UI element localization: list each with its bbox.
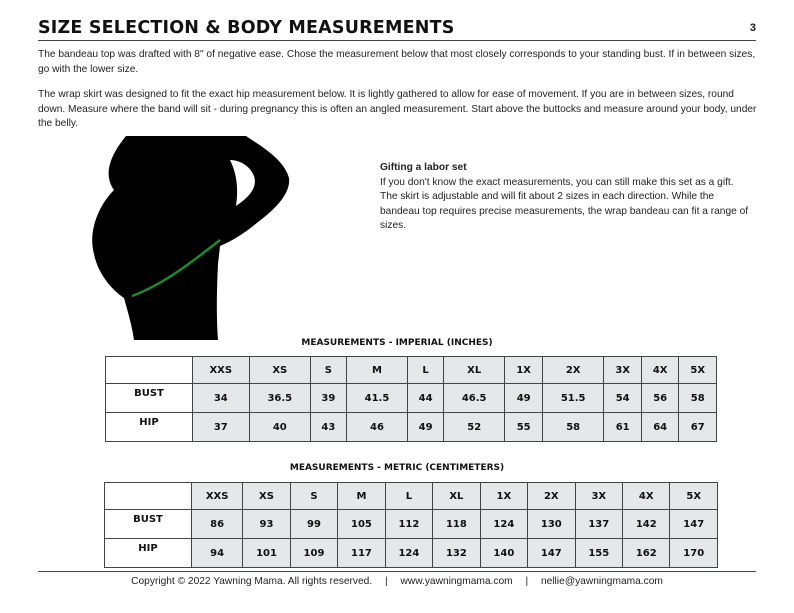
table-cell: 46.5 xyxy=(443,384,504,413)
table-row xyxy=(106,384,717,413)
table-cell: 155 xyxy=(575,539,622,568)
table-cell: 101 xyxy=(243,539,290,568)
skirt-instructions: The wrap skirt was designed to fit the exact hip measurement below. It is lightly gathered to allow for ease of movement. If you are in between sizes, round down. Measure where the band will sit - during pregnancy this is often an angled measurement. Start above the buttocks and measure around your body, under the belly. xyxy=(38,89,757,129)
table-header-row xyxy=(106,357,717,384)
table-cell: 112 xyxy=(385,510,432,539)
header-divider xyxy=(38,40,756,41)
table-cell: 142 xyxy=(623,510,670,539)
row-label-bust: BUST xyxy=(105,510,192,539)
size-header: 4X xyxy=(641,357,679,384)
footer-divider xyxy=(38,571,756,572)
table-cell: 109 xyxy=(290,539,337,568)
size-header: XXS xyxy=(192,483,243,510)
table-cell: 41.5 xyxy=(346,384,407,413)
size-header: M xyxy=(346,357,407,384)
table-cell: 147 xyxy=(528,539,575,568)
table-cell: 94 xyxy=(192,539,243,568)
table-cell: 46 xyxy=(346,413,407,442)
size-header: 5X xyxy=(670,483,718,510)
size-header: XS xyxy=(243,483,290,510)
table-cell: 36.5 xyxy=(249,384,310,413)
table-header-row xyxy=(105,483,718,510)
table-cell: 58 xyxy=(542,413,603,442)
size-header: 3X xyxy=(604,357,642,384)
table-cell: 34 xyxy=(193,384,250,413)
size-header: M xyxy=(338,483,385,510)
copyright-text: Copyright © 2022 Yawning Mama. All rights reserved. xyxy=(131,576,373,587)
table-cell: 99 xyxy=(290,510,337,539)
size-header: 4X xyxy=(623,483,670,510)
email-link[interactable]: nellie@yawningmama.com xyxy=(540,576,663,587)
size-header: XS xyxy=(249,357,310,384)
size-header: L xyxy=(385,483,432,510)
table-cell: 56 xyxy=(641,384,679,413)
silhouette-body xyxy=(92,136,289,340)
table-cell: 170 xyxy=(670,539,718,568)
table-cell: 67 xyxy=(679,413,717,442)
table-cell: 58 xyxy=(679,384,717,413)
table-cell: 39 xyxy=(311,384,347,413)
page-number: 3 xyxy=(749,22,756,34)
table-row xyxy=(105,539,718,568)
table-cell: 44 xyxy=(408,384,444,413)
table-cell: 124 xyxy=(480,510,527,539)
table-cell: 140 xyxy=(480,539,527,568)
table-cell: 137 xyxy=(575,510,622,539)
table-cell: 132 xyxy=(433,539,480,568)
size-header: 5X xyxy=(679,357,717,384)
gift-note xyxy=(380,161,750,234)
table-cell: 43 xyxy=(311,413,347,442)
size-header: S xyxy=(311,357,347,384)
row-label-hip: HIP xyxy=(105,539,192,568)
footer xyxy=(0,576,794,587)
size-header: 1X xyxy=(505,357,543,384)
table-cell: 162 xyxy=(623,539,670,568)
corner-cell xyxy=(106,357,193,384)
table-cell: 124 xyxy=(385,539,432,568)
table-cell: 105 xyxy=(338,510,385,539)
table-cell: 49 xyxy=(505,384,543,413)
size-header: 2X xyxy=(542,357,603,384)
size-header: 2X xyxy=(528,483,575,510)
table-row xyxy=(105,510,718,539)
table-cell: 55 xyxy=(505,413,543,442)
table-row xyxy=(106,413,717,442)
row-label-bust: BUST xyxy=(106,384,193,413)
imperial-measurements-table xyxy=(105,356,717,442)
table-cell: 51.5 xyxy=(542,384,603,413)
pregnant-silhouette-illustration xyxy=(88,136,298,340)
table-cell: 117 xyxy=(338,539,385,568)
table-cell: 40 xyxy=(249,413,310,442)
size-header: XXS xyxy=(193,357,250,384)
table-cell: 64 xyxy=(641,413,679,442)
table-cell: 147 xyxy=(670,510,718,539)
size-header: L xyxy=(408,357,444,384)
table-cell: 54 xyxy=(604,384,642,413)
table-cell: 130 xyxy=(528,510,575,539)
table-cell: 49 xyxy=(408,413,444,442)
corner-cell xyxy=(105,483,192,510)
footer-separator: | xyxy=(525,576,529,587)
table-cell: 118 xyxy=(433,510,480,539)
table-cell: 86 xyxy=(192,510,243,539)
size-header: 1X xyxy=(480,483,527,510)
metric-table-caption: MEASUREMENTS - METRIC (CENTIMETERS) xyxy=(289,463,505,473)
gift-note-text: If you don't know the exact measurements, you can still make this set as a gift. The skirt is adjustable and will fit about 2 sizes in each direction. While the bandeau top requires precise measurements, the wrap bandeau can fit a range of sizes. xyxy=(380,176,749,231)
size-header: XL xyxy=(433,483,480,510)
table-cell: 37 xyxy=(193,413,250,442)
bandeau-instructions: The bandeau top was drafted with 8" of negative ease. Chose the measurement below that most closely corresponds to your standing bust. If in between sizes, go with the lower size. xyxy=(38,49,756,75)
row-label-hip: HIP xyxy=(106,413,193,442)
table-cell: 61 xyxy=(604,413,642,442)
size-header: S xyxy=(290,483,337,510)
table-cell: 52 xyxy=(443,413,504,442)
size-header: XL xyxy=(443,357,504,384)
footer-separator: | xyxy=(385,576,388,587)
imperial-table-caption: MEASUREMENTS - IMPERIAL (INCHES) xyxy=(301,338,493,348)
gift-note-title: Gifting a labor set xyxy=(380,162,467,173)
page-title: SIZE SELECTION & BODY MEASUREMENTS xyxy=(38,18,455,38)
website-link[interactable]: www.yawningmama.com xyxy=(400,576,513,587)
table-cell: 93 xyxy=(243,510,290,539)
size-header: 3X xyxy=(575,483,622,510)
metric-measurements-table xyxy=(104,482,718,568)
